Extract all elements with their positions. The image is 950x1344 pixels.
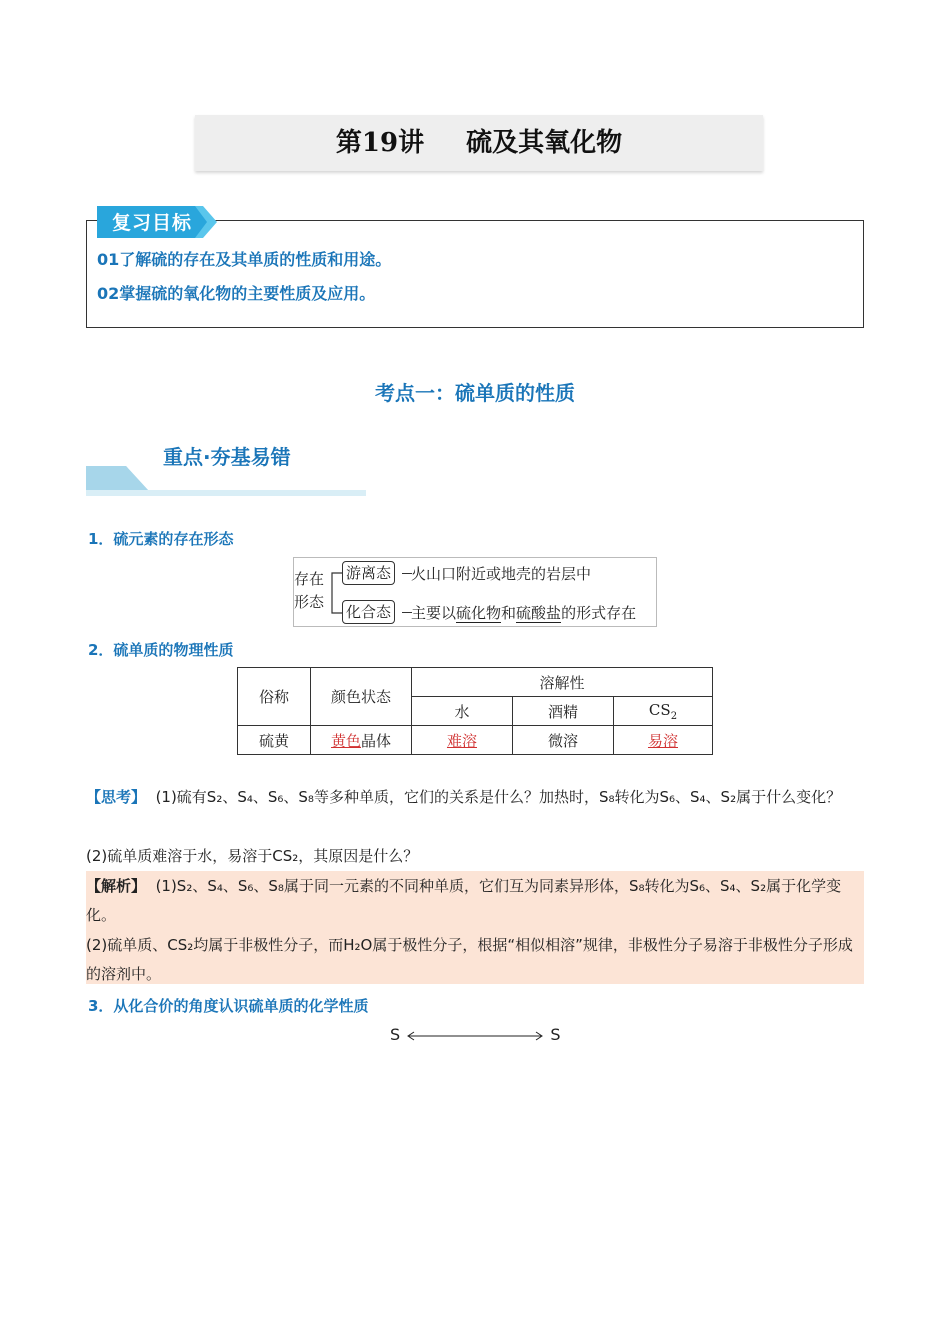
item2-heading: 2．硫单质的物理性质 — [88, 641, 234, 659]
item1-heading: 1．硫元素的存在形态 — [88, 530, 234, 548]
physical-properties-table — [237, 667, 713, 755]
think-tag: 【思考】 — [86, 788, 147, 806]
free-state-desc: 火山口附近或地壳的岩层中 — [411, 565, 592, 583]
analysis-a1 — [86, 872, 864, 930]
combined-sulfate: 硫酸盐 — [516, 604, 562, 622]
think-q1 — [86, 783, 864, 812]
td-color-rest: 晶体 — [361, 731, 392, 750]
th-water: 水 — [412, 697, 513, 726]
th-cs2 — [614, 697, 713, 726]
combined-sulfide: 硫化物 — [456, 604, 502, 622]
goal-item-1: 01了解硫的存在及其单质的性质和用途。 — [97, 250, 392, 269]
th-cs2-sub: 2 — [670, 710, 678, 722]
combined-state-desc — [411, 602, 636, 623]
think-q1-text: (1)硫有S₂、S₄、S₆、S₈等多种单质，它们的关系是什么？加热时，S₈转化为S₆、S₄、S₂属于什么变化？ — [155, 788, 842, 806]
td-alcohol: 微溶 — [513, 726, 614, 755]
th-common-name: 俗称 — [238, 668, 311, 726]
key-points-banner: 重点·夯基易错 — [163, 445, 291, 469]
diagram-root-line1: 存在 — [294, 570, 325, 588]
combined-prefix: 主要以 — [411, 604, 457, 622]
td-common-name: 硫黄 — [238, 726, 311, 755]
valence-right-s: S — [550, 1025, 561, 1044]
combined-suffix: 的形式存在 — [561, 604, 637, 622]
existence-diagram — [293, 557, 657, 627]
double-arrow-icon — [405, 1030, 545, 1042]
combined-and: 和 — [501, 604, 517, 622]
th-alcohol: 酒精 — [513, 697, 614, 726]
review-goals-label: 复习目标 — [112, 212, 193, 234]
section-title: 考点一：硫单质的性质 — [375, 381, 575, 405]
combined-state-box: 化合态 — [342, 600, 395, 624]
analysis-a2: (2)硫单质、CS₂均属于非极性分子，而H₂O属于极性分子，根据“相似相溶”规律，非极性分子易溶于非极性分子形成的溶剂中。 — [86, 936, 853, 983]
goal-item-2: 02掌握硫的氧化物的主要性质及应用。 — [97, 284, 376, 303]
page-title — [195, 115, 763, 171]
key-points-banner-shape — [86, 466, 366, 496]
diagram-root-line2: 形态 — [294, 593, 325, 611]
item3-heading: 3．从化合价的角度认识硫单质的化学性质 — [88, 997, 369, 1015]
td-cs2-answer: 易溶 — [647, 731, 678, 750]
th-color-state: 颜色状态 — [311, 668, 412, 726]
th-cs2-text: CS — [648, 700, 671, 719]
td-color-state — [311, 726, 412, 755]
valence-arrow — [390, 1025, 561, 1044]
lecture-title: 硫及其氧化物 — [466, 128, 623, 158]
think-q2: (2)硫单质难溶于水，易溶于CS₂，其原因是什么？ — [86, 847, 419, 865]
lecture-number: 第19讲 — [335, 128, 425, 158]
td-color-answer: 黄色 — [330, 731, 361, 750]
free-state-box: 游离态 — [342, 561, 395, 585]
td-water-answer: 难溶 — [446, 731, 477, 750]
td-cs2 — [614, 726, 713, 755]
td-water — [412, 726, 513, 755]
analysis-tag: 【解析】 — [86, 877, 147, 895]
th-solubility: 溶解性 — [412, 668, 713, 697]
analysis-a1-text: (1)S₂、S₄、S₆、S₈属于同一元素的不同种单质，它们互为同素异形体，S₈转化为S₆、S₄、S₂属于化学变化。 — [86, 877, 842, 924]
valence-left-s: S — [390, 1025, 401, 1044]
